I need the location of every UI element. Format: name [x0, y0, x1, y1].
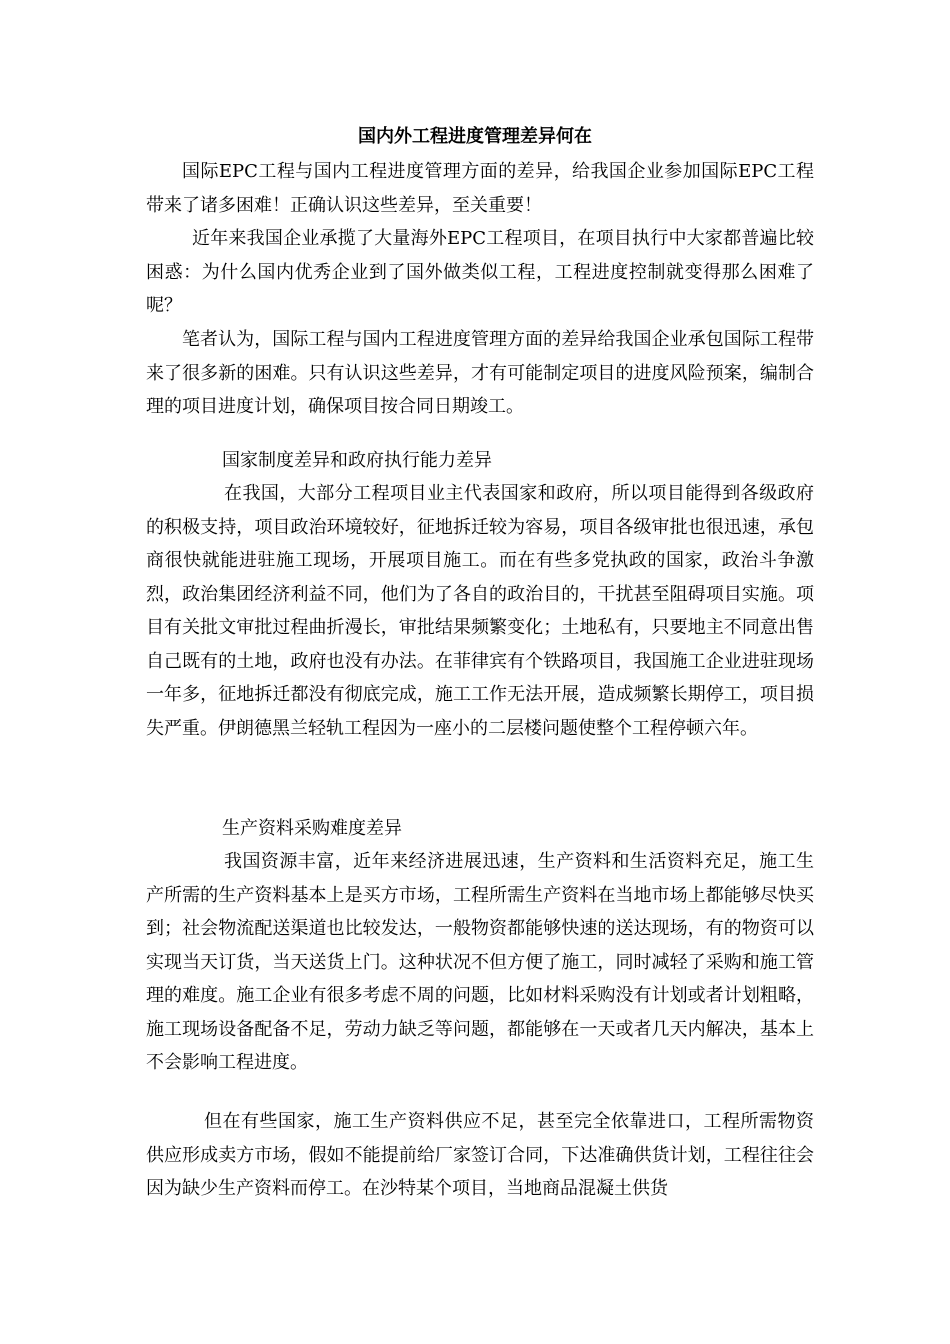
document-title: 国内外工程进度管理差异何在: [358, 126, 592, 147]
paragraph-national-system: 在我国，大部分工程项目业主代表国家和政府，所以项目能得到各级政府的积极支持，项目政治环境较好，征地拆迁较为容易，项目各级审批也很迅速，承包商很快就能进驻施工现场，开展项目施工。而在有些多党执政的国家，政治斗争激烈，政治集团经济利益不同，他们为了各自的政治目的，干扰甚至阻碍项目实施。项目有关批文审批过程曲折漫长，审批结果频繁变化；土地私有，只要地主不同意出售自己既有的土地，政府也没有办法。在菲律宾有个铁路项目，我国施工企业进驻现场一年多，征地拆迁都没有彻底完成，施工工作无法开展，造成频繁长期停工，项目损失严重。伊朗德黑兰轻轨工程因为一座小的二层楼问题使整个工程停顿六年。: [146, 483, 814, 739]
paragraph-intro: 国际EPC工程与国内工程进度管理方面的差异，给我国企业参加国际EPC工程带来了诸多困难！正确认识这些差异，至关重要！: [146, 161, 814, 216]
paragraph-author-view: 笔者认为，国际工程与国内工程进度管理方面的差异给我国企业承包国际工程带来了很多新的困难。只有认识这些差异，才有可能制定项目的进度风险预案，编制合理的项目进度计划，确保项目按合同日期竣工。: [146, 329, 814, 417]
paragraph-background: 近年来我国企业承揽了大量海外EPC工程项目，在项目执行中大家都普遍比较困惑：为什么国内优秀企业到了国外做类似工程，工程进度控制就变得那么困难了呢？: [146, 228, 814, 316]
section-heading-procurement: 生产资料采购难度差异: [222, 818, 402, 839]
paragraph-procurement-china: 我国资源丰富，近年来经济进展迅速，生产资料和生活资料充足，施工生产所需的生产资料基本上是买方市场，工程所需生产资料在当地市场上都能够尽快买到；社会物流配送渠道也比较发达，一般物资都能够快速的送达现场，有的物资可以实现当天订货，当天送货上门。这种状况不但方便了施工，同时减轻了采购和施工管理的难度。施工企业有很多考虑不周的问题，比如材料采购没有计划或者计划粗略，施工现场设备配备不足，劳动力缺乏等问题，都能够在一天或者几天内解决，基本上不会影响工程进度。: [146, 851, 814, 1073]
paragraph-procurement-abroad: 但在有些国家，施工生产资料供应不足，甚至完全依靠进口，工程所需物资供应形成卖方市场，假如不能提前给厂家签订合同，下达准确供货计划，工程往往会因为缺少生产资料而停工。在沙特某个项目，当地商品混凝土供货: [146, 1111, 814, 1199]
section-heading-national-system: 国家制度差异和政府执行能力差异: [222, 450, 492, 471]
